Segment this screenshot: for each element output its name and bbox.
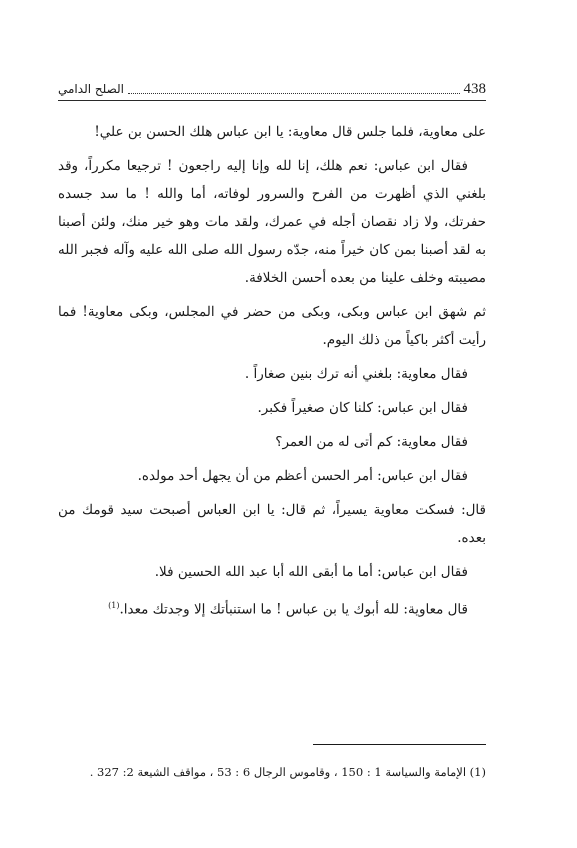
body-text: [58, 118, 486, 630]
paragraph: ثم شهق ابن عباس وبكى، وبكى من حضر في المجلس، وبكى معاوية! فما رأيت أكثر باكياً من ذلك اليوم.: [58, 304, 486, 348]
page-number: 438: [463, 80, 486, 97]
paragraph-text: قال معاوية: لله أبوك يا بن عباس ! ما استنبأتك إلا وجدتك معدا.: [119, 601, 468, 618]
footnote: (1) الإمامة والسياسة 1 : 150 ، وقاموس الرجال 6 : 53 ، مواقف الشيعة 2: 327 .: [89, 765, 486, 779]
paragraph: فقال معاوية: بلغني أنه ترك بنين صغاراً .: [244, 366, 468, 382]
paragraph: فقال ابن عباس: أما ما أبقى الله أبا عبد الله الحسين فلا.: [154, 564, 468, 580]
footnote-marker: (1): [108, 601, 120, 610]
paragraph: فقال ابن عباس: أمر الحسن أعظم من أن يجهل أحد مولده.: [137, 468, 468, 484]
footnote-divider: [313, 744, 486, 745]
paragraph: قال: فسكت معاوية يسيراً، ثم قال: يا ابن العباس أصبحت سيد قومك من بعده.: [58, 502, 486, 546]
paragraph: فقال ابن عباس: كلنا كان صغيراً فكبر.: [257, 400, 468, 416]
header-dot-leader: [128, 93, 460, 94]
last-paragraph: [58, 592, 486, 624]
book-title: الصلح الدامي: [58, 82, 124, 96]
running-header: [58, 78, 486, 101]
paragraph: فقال ابن عباس: نعم هلك، إنا لله وإنا إليه راجعون ! ترجيعا مكرراً، وقد بلغني الذي أظهرت من الفرح والسرور لوفاته، أما والله ! ما سد جسده حفرتك، ولا زاد نقصان أجله في عمرك، ولقد مات وهو خير منك، ولئن أصبنا به لقد أصبنا بمن كان خيراً منه، جدّه رسول الله صلى الله عليه وآله فجبر الله مصيبته وخلف علينا من بعده أحسن الخلافة.: [58, 158, 486, 286]
paragraph: فقال معاوية: كم أتى له من العمر؟: [275, 434, 468, 450]
paragraph: على معاوية، فلما جلس قال معاوية: يا ابن عباس هلك الحسن بن علي!: [94, 124, 486, 140]
